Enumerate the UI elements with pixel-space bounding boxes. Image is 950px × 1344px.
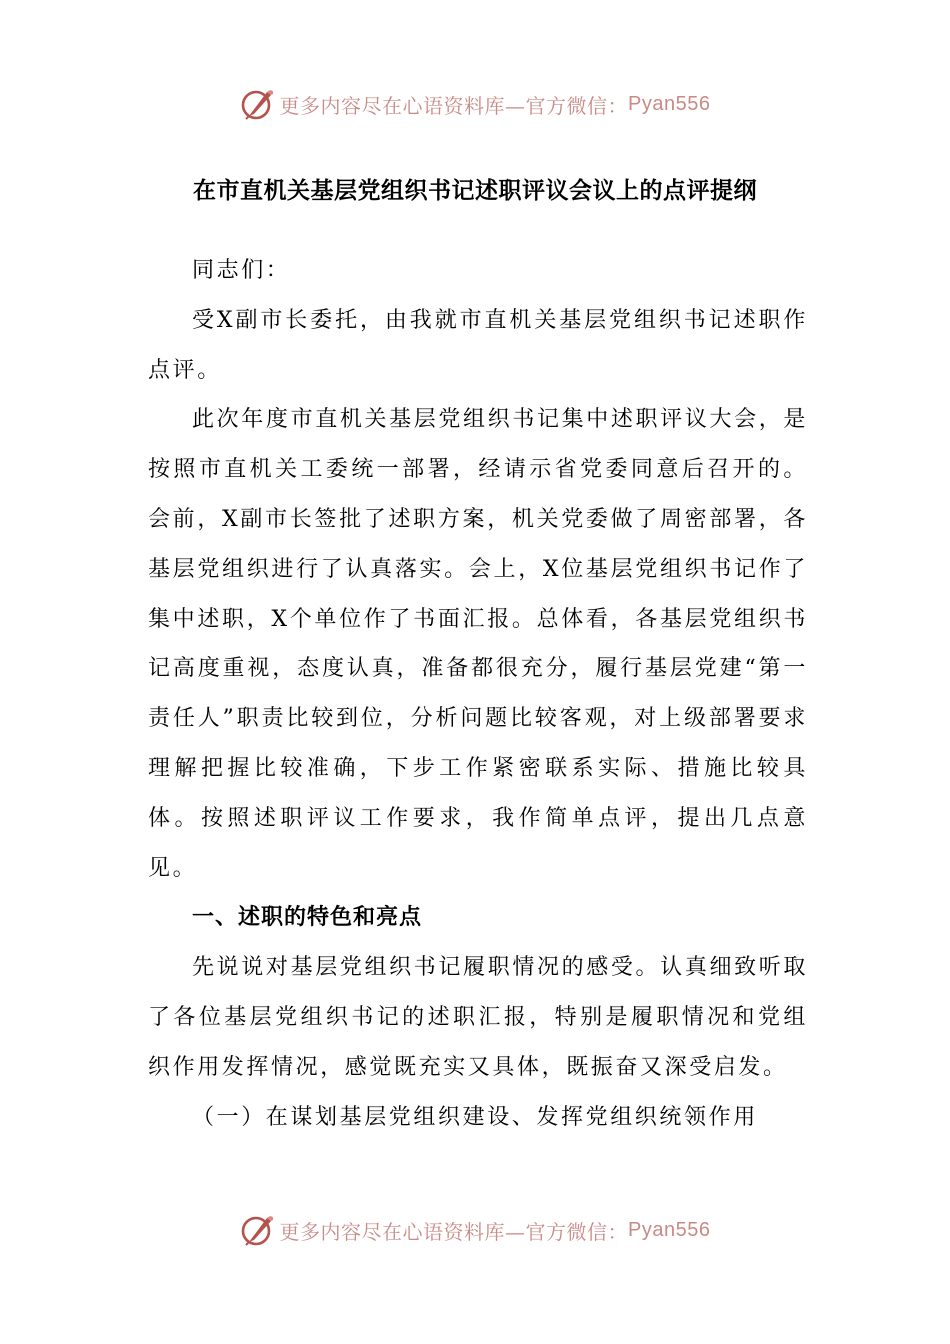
salutation: 同志们： (192, 258, 291, 283)
quill-logo-icon (240, 86, 276, 122)
body-paragraph: 受X副市长委托，由我就市直机关基层党组织书记述职作点评。 (148, 307, 808, 383)
watermark-text: 更多内容尽在心语资料库—官方微信： (279, 93, 629, 118)
body-paragraph: 此次年度市直机关基层党组织书记集中述职评议大会，是按照市直机关工委统一部署，经请示省党委同意后召开的。会前，X副市长签批了述职方案，机关党委做了周密部署，各基层党组织进行了认真落实。会上，X位基层党组织书记作了集中述职，X个单位作了书面汇报。总体看，各基层党组织书记高度重视，态度认真，准备都很充分，履行基层党建“第一责任人”职责比较到位，分析问题比较客观，对上级部署要求理解把握比较准确，下步工作紧密联系实际、措施比较具体。按照述职评议工作要求，我作简单点评，提出几点意见。 (148, 407, 808, 881)
document-body (148, 246, 808, 1142)
watermark-header (0, 82, 950, 126)
watermark-wechat-id: Pyan556 (628, 92, 711, 115)
quill-logo-icon (240, 1212, 276, 1248)
document-title: 在市直机关基层党组织书记述职评议会议上的点评提纲 (193, 178, 757, 204)
subsection-heading: （一）在谋划基层党组织建设、发挥党组织统领作用 (192, 1104, 758, 1130)
watermark-text: 更多内容尽在心语资料库—官方微信： (279, 1219, 629, 1244)
body-paragraph: 先说说对基层党组织书记履职情况的感受。认真细致听取了各位基层党组织书记的述职汇报，特别是履职情况和党组织作用发挥情况，感觉既充实又具体，既振奋又深受启发。 (148, 955, 808, 1080)
section-heading: 一、述职的特色和亮点 (192, 905, 423, 931)
watermark-wechat-id: Pyan556 (628, 1218, 711, 1241)
watermark-footer (0, 1208, 950, 1252)
